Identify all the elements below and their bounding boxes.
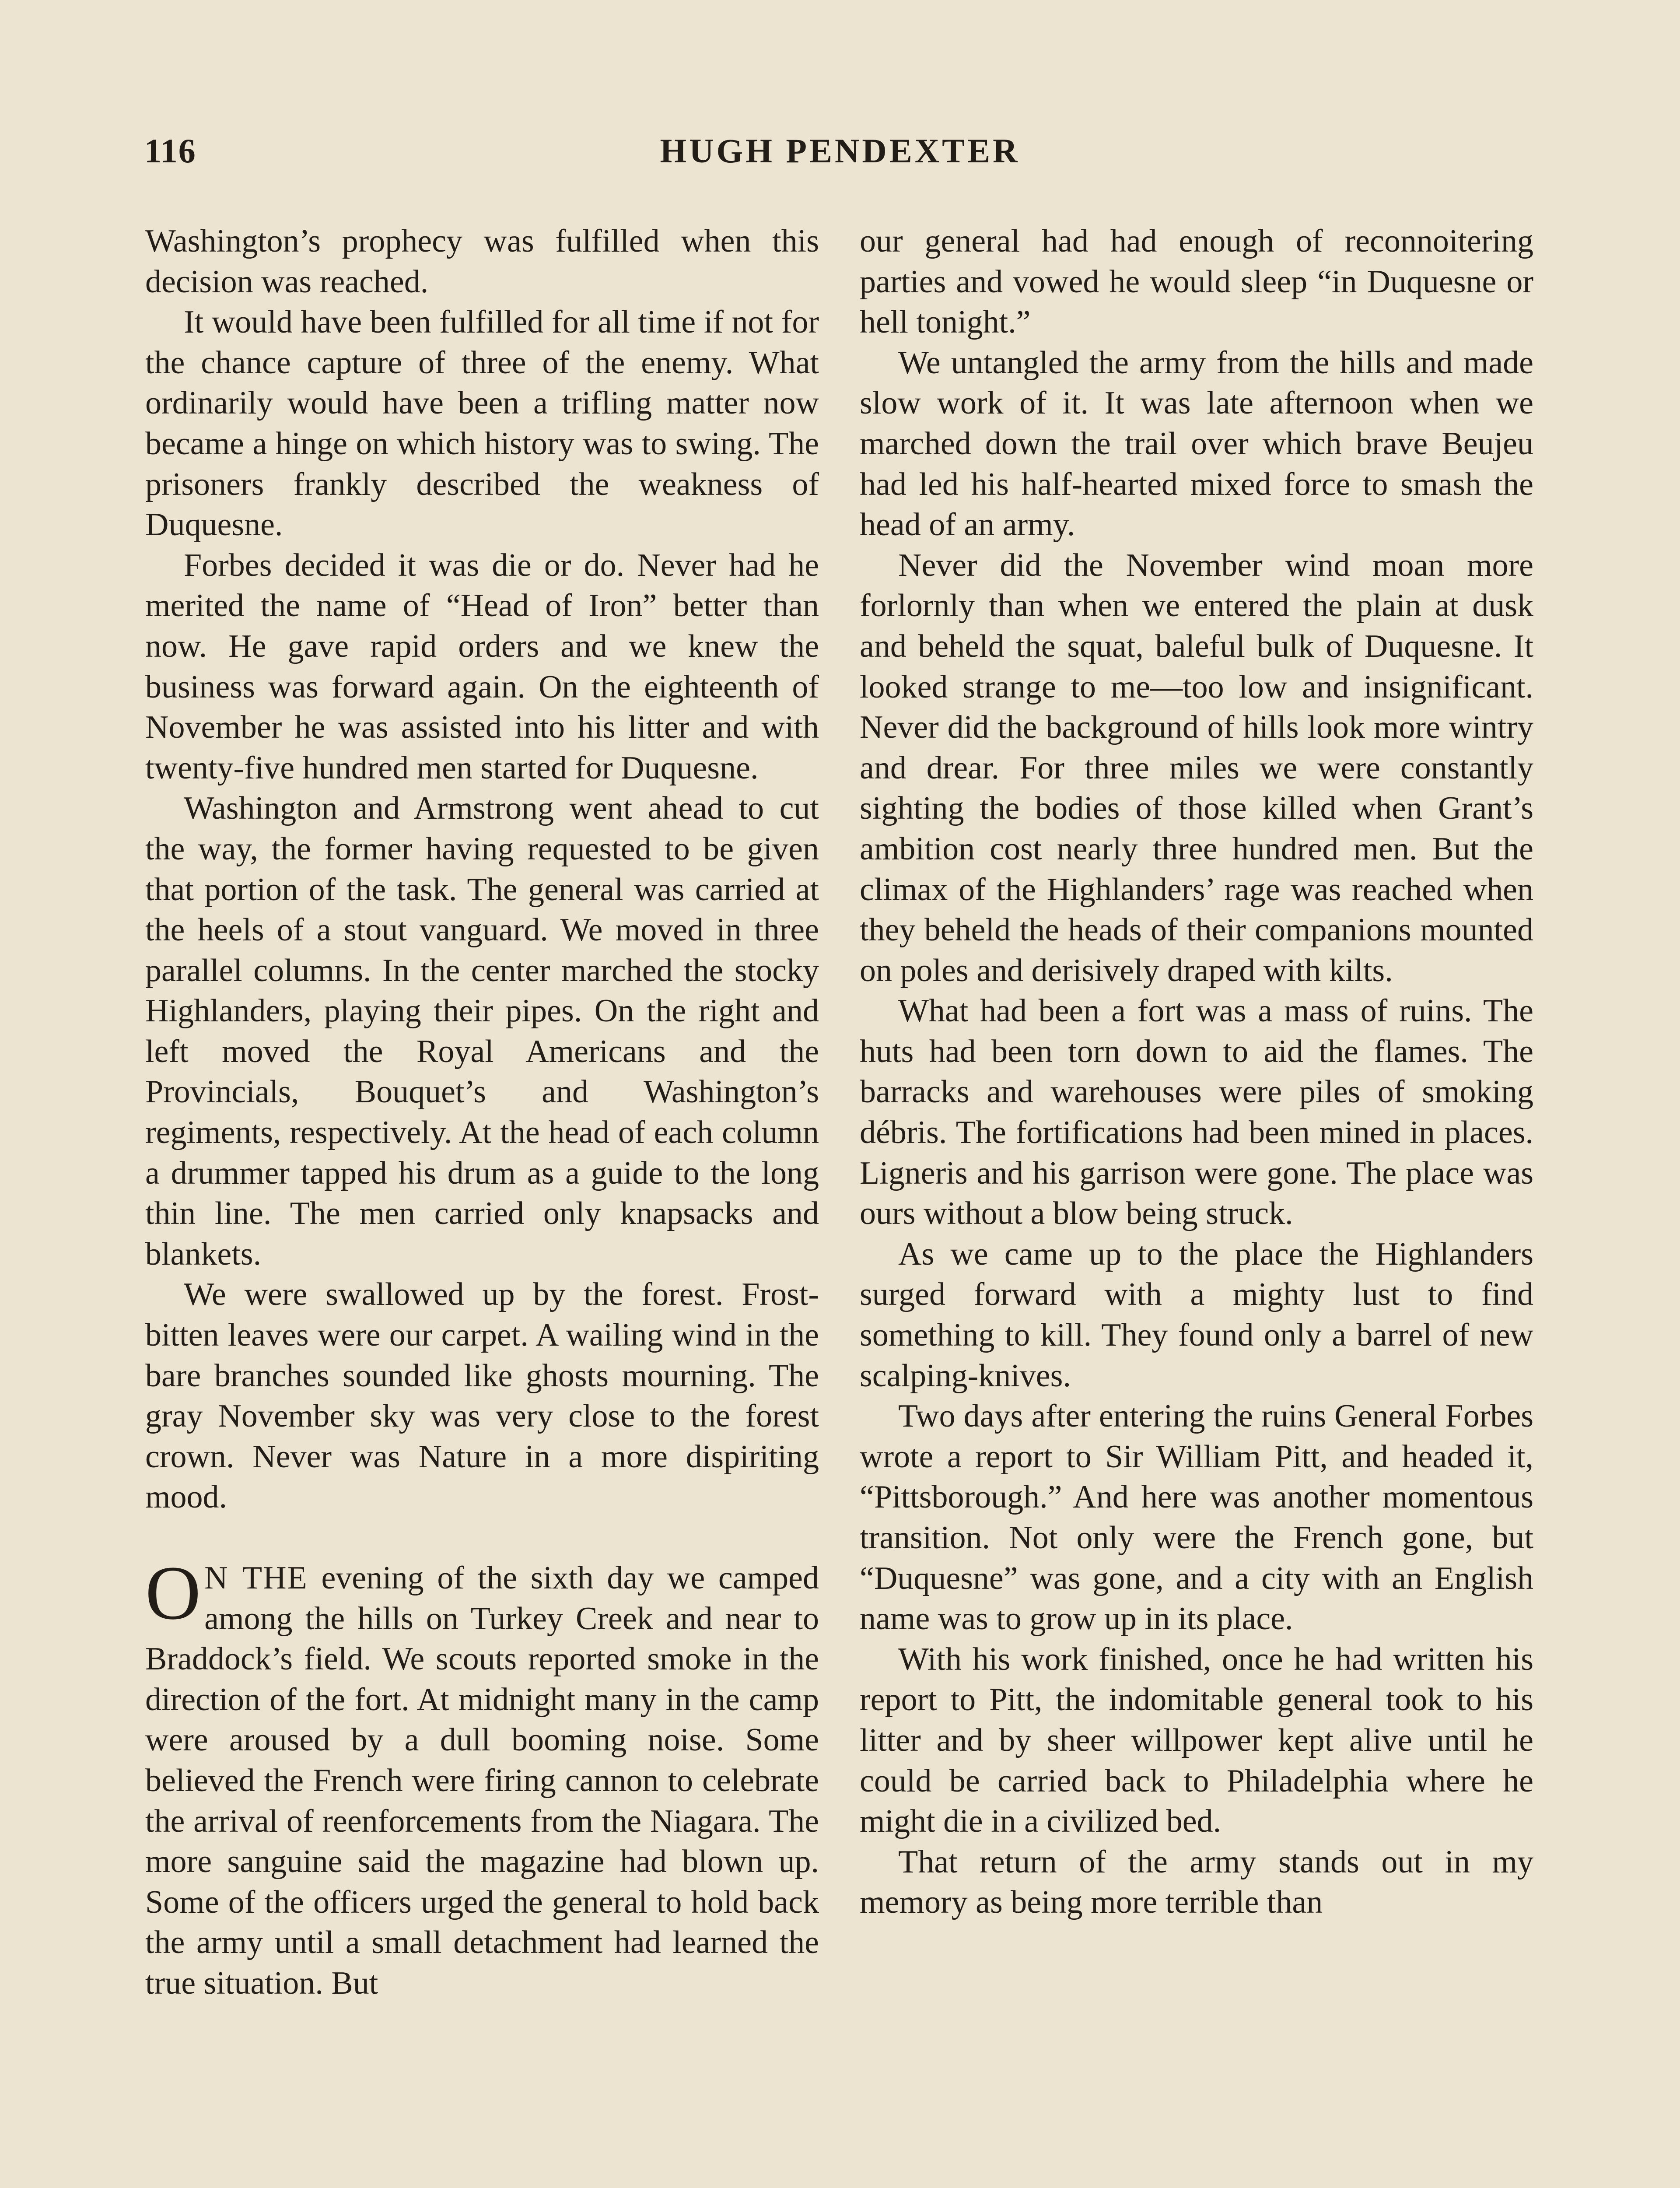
right-column	[860, 221, 1533, 1923]
page-number: 116	[144, 132, 196, 170]
lead-in: N THE	[204, 1560, 308, 1596]
drop-cap-paragraph	[145, 1550, 819, 2004]
paragraph: Never did the November wind moan more forlornly than when we entered the plain at dusk and beheld the squat, baleful bulk of Duquesne. It looked strange to me—too low and insignificant. Never did the background of hills look more wintry and drear. For three miles we were constantly sighting the bodies of those killed when Grant’s ambition cost nearly three hundred men. But the climax of the Highlanders’ rage was reached when they beheld the heads of their companions mounted on poles and derisively draped with kilts.	[860, 547, 1533, 989]
left-column	[145, 221, 819, 2004]
paragraph-text: evening of the sixth day we camped among the hills on Turkey Creek and near to Braddock’s field. We scouts reported smoke in the direction of the fort. At midnight many in the camp were aroused by a dull booming noise. Some believed the French were firing cannon to celebrate the arrival of reenforcements from the Niagara. The more sanguine said the magazine had blown up. Some of the officers urged the general to hold back the army until a small detachment had learned the true situation. But	[145, 1560, 819, 2001]
paragraph: We untangled the army from the hills and made slow work of it. It was late afternoon when we marched down the trail over which brave Beujeu had led his half-hearted mixed force to smash the head of an army.	[860, 344, 1533, 543]
paragraph: With his work finished, once he had written his report to Pitt, the indomitable general took to his litter and by sheer willpower kept alive until he could be carried back to Philadelphia where he might die in a civilized bed.	[860, 1641, 1533, 1840]
paragraph: Forbes decided it was die or do. Never had he merited the name of “Head of Iron” better than now. He gave rapid orders and we knew the business was forward again. On the eighteenth of November he was assisted into his litter and with twenty-five hundred men started for Duquesne.	[145, 547, 819, 786]
paragraph: As we came up to the place the Highlanders surged forward with a mighty lust to find something to kill. They found only a barrel of new scalping-knives.	[860, 1236, 1533, 1394]
paragraph: What had been a fort was a mass of ruins. The huts had been torn down to aid the flames. The barracks and warehouses were piles of smoking débris. The fortifications had been mined in places. Ligneris and his garrison were gone. The place was ours without a blow being struck.	[860, 993, 1533, 1232]
paragraph: Washington and Armstrong went ahead to cut the way, the former having requested to be given that portion of the task. The general was carried at the heels of a stout vanguard. We moved in three parallel columns. In the center marched the stocky Highlanders, playing their pipes. On the right and left moved the Royal Americans and the Provincials, Bouquet’s and Washington’s regiments, respectively. At the head of each column a drummer tapped his drum as a guide to the long thin line. The men carried only knapsacks and blankets.	[145, 790, 819, 1272]
paragraph: It would have been fulfilled for all time if not for the chance capture of three of the enemy. What ordinarily would have been a trifling matter now became a hinge on which history was to swing. The prisoners frankly described the weakness of Duquesne.	[145, 304, 819, 543]
drop-cap: O	[145, 1550, 201, 1636]
paragraph: That return of the army stands out in my memory as being more terrible than	[860, 1844, 1533, 1921]
paragraph: our general had had enough of reconnoitering parties and vowed he would sleep “in Duquesne or hell tonight.”	[860, 223, 1533, 340]
section-break	[145, 1518, 819, 1558]
paragraph: Two days after entering the ruins General Forbes wrote a report to Sir William Pitt, and headed it, “Pittsborough.” And here was another momentous transition. Not only were the French gone, but “Duquesne” was gone, and a city with an English name was to grow up in its place.	[860, 1398, 1533, 1637]
running-head: HUGH PENDEXTER	[660, 132, 1020, 170]
paragraph: We were swallowed up by the forest. Frost-bitten leaves were our carpet. A wailing wind in the bare branches sounded like ghosts mourning. The gray November sky was very close to the forest crown. Never was Nature in a more dispiriting mood.	[145, 1276, 819, 1515]
paragraph: Washington’s prophecy was fulfilled when this decision was reached.	[145, 223, 819, 300]
